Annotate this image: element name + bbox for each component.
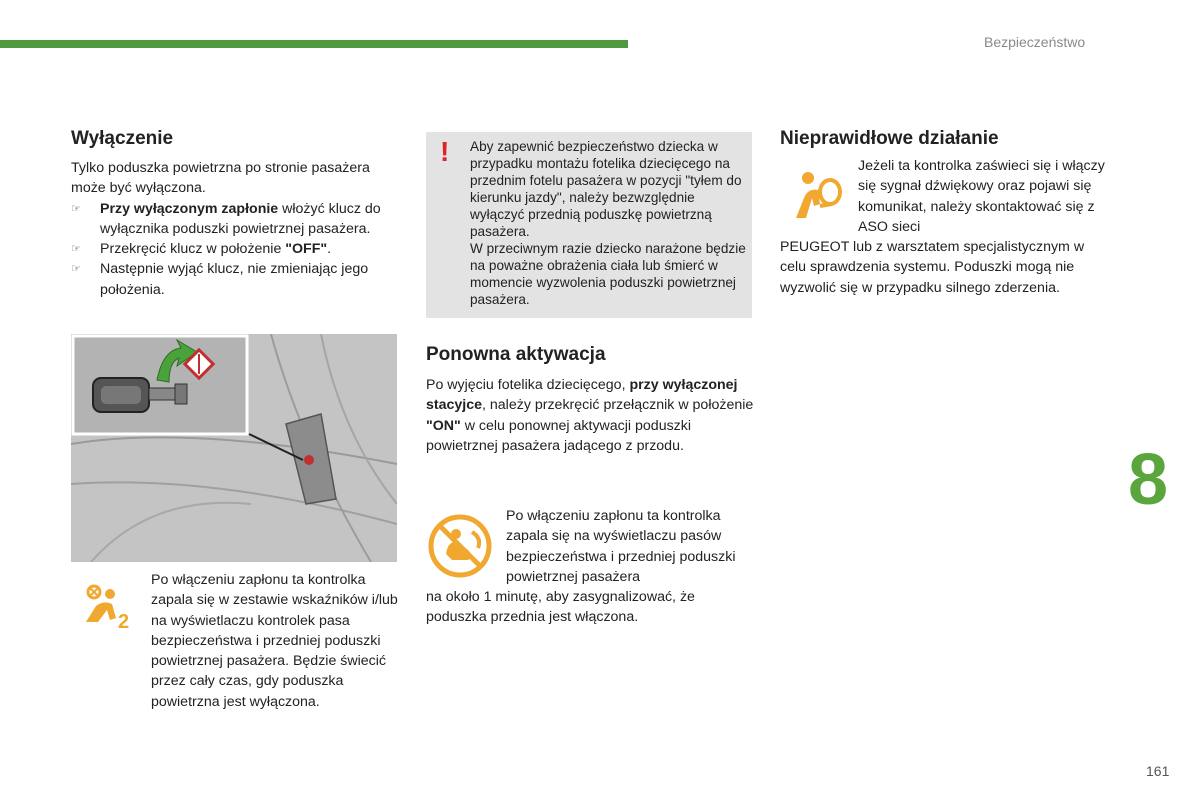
step-text: włożyć klucz do wyłącznika poduszki powietrznej pasażera. <box>100 200 381 237</box>
airbag-switch-icon <box>304 455 314 465</box>
intro-text: Tylko poduszka powietrzna po stronie pasażera może być wyłączona. <box>71 160 370 197</box>
section-title: Nieprawidłowe działanie <box>780 128 999 149</box>
chapter-number: 8 <box>1128 440 1169 520</box>
step-text: Przekręcić klucz w położenie <box>100 241 286 258</box>
arrow-bullet-icon: ☞ <box>71 243 81 256</box>
child-seat-airbag-on-icon <box>428 514 492 578</box>
arrow-bullet-icon: ☞ <box>71 202 81 215</box>
warning-exclamation-icon: ! <box>440 136 450 167</box>
text-bold: "ON" <box>426 417 461 434</box>
text-run: , należy przekręcić przełącznik w położenie <box>482 397 754 414</box>
section-title: Wyłączenie <box>71 128 174 149</box>
warning-text <box>470 138 746 308</box>
airbag-off-warning-icon <box>80 582 144 632</box>
step-bold: Przy wyłączonym zapłonie <box>100 200 279 217</box>
arrow-bullet-icon: ☞ <box>71 263 81 276</box>
list-item <box>71 199 401 240</box>
text-run: w celu ponownej aktywacji poduszki powietrznej pasażera jadącego z przodu. <box>426 417 692 454</box>
text-run: Po wyjęciu fotelika dziecięcego, <box>426 377 630 393</box>
steps-list <box>71 199 401 300</box>
reactivation-note-a: Po włączeniu zapłonu ta kontrolka zapala się na wyświetlaczu pasów bezpieczeństwa i przedniej poduszki powietrznej pasażera <box>506 508 736 585</box>
warning-text-1: Aby zapewnić bezpieczeństwo dziecka w przypadku montażu fotelika dziecięcego na przednim fotelu pasażera w pozycji "tyłem do kierunku jazdy", należy bezwzględnie wyłączyć przednią poduszkę powietrzną pasażera. <box>470 139 742 239</box>
section-reactivation <box>426 344 756 456</box>
list-item <box>71 239 401 259</box>
reactivation-note-b: na około 1 minutę, aby zasygnalizować, że poduszka przednia jest włączona. <box>426 589 695 626</box>
step-text: . <box>327 241 332 258</box>
step-bold: "OFF" <box>285 241 328 258</box>
svg-text:2: 2 <box>118 611 130 632</box>
malfunction-text-b: PEUGEOT lub z warsztatem specjalistycznym w celu sprawdzenia systemu. Poduszki mogą nie wyzwolić się w przypadku silnego zderzenia. <box>780 239 1085 296</box>
text-bold: przy wyłączonej stacyjce <box>426 377 738 414</box>
header-accent-bar <box>0 40 628 48</box>
section-deactivation <box>71 128 401 300</box>
warning-box <box>426 132 752 318</box>
malfunction-text-a: Jeżeli ta kontrolka zaświeci się i włączy się sygnał dźwiękowy oraz pojawi się komunikat, należy skontaktować się z ASO sieci <box>858 158 1105 235</box>
reactivation-text <box>426 375 756 456</box>
section-malfunction <box>780 128 1110 150</box>
airbag-off-note: Po włączeniu zapłonu ta kontrolka zapala się w zestawie wskaźników i/lub na wyświetlaczu kontrolek pasa bezpieczeństwa i przedniej poduszki powietrznej pasażera. Będzie świecić przez cały czas, gdy poduszka powietrzna jest wyłączona. <box>151 572 398 710</box>
section-name: Bezpieczeństwo <box>984 34 1086 50</box>
warning-text-2: W przeciwnym razie dziecko narażone będzie na poważne obrażenia ciała lub śmierć w momencie wyzwolenia poduszki powietrznej pasażera. <box>470 241 746 307</box>
list-item <box>71 259 401 300</box>
airbag-fault-icon <box>790 170 846 222</box>
section-title: Ponowna aktywacja <box>426 344 606 365</box>
page-number: 161 <box>1146 763 1170 779</box>
step-text: Następnie wyjąć klucz, nie zmieniając jego położenia. <box>100 261 369 298</box>
airbag-switch-illustration <box>71 334 397 562</box>
